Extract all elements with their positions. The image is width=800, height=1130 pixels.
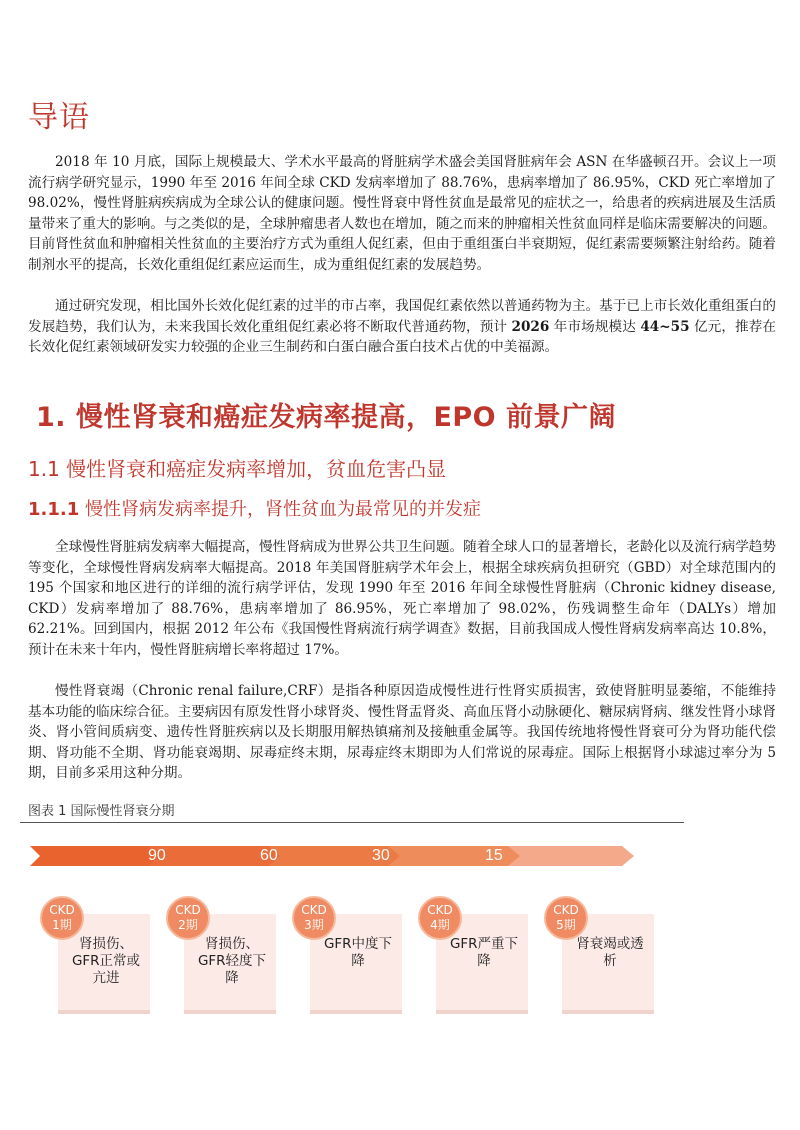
gfr-label-30: 30 bbox=[372, 847, 390, 864]
badge-top: CKD bbox=[49, 903, 75, 917]
badge-top: CKD bbox=[301, 903, 327, 917]
stage-description: GFR严重下降 bbox=[449, 936, 519, 969]
figure-caption: 图表 1 国际慢性肾衰分期 bbox=[28, 804, 175, 819]
badge-top: CKD bbox=[427, 903, 453, 917]
gfr-label-15: 15 bbox=[485, 847, 503, 864]
section-1-title: 慢性肾衰和癌症发病率提高，EPO 前景广阔 bbox=[66, 402, 617, 433]
stage-badge bbox=[544, 896, 588, 940]
gfr-label-60: 60 bbox=[260, 847, 278, 864]
stage-badge bbox=[166, 896, 210, 940]
body-paragraph-1: 全球慢性肾脏病发病率大幅提高，慢性肾病成为世界公共卫生问题。随着全球人口的显著增长，老龄化以及流行病学趋势等变化，全球慢性肾病发病率大幅提高。2018 年美国肾脏病学术年会上，根据全球疾病负担研究（GBD）对全球范围内的 195 个国家和地区进行的详细的流行病学评估，发现 1990 年至 2016 年间全球慢性肾脏病（Chronic kidney disease, CKD）发病率增加了 88.76%，患病率增加了 86.95%，死亡率增加了 98.02%，伤残调整生命年（DALYs）增加 62.21%。回到国内，根据 2012 年公布《我国慢性肾病流行病学调查》数据，目前我国成人慢性肾病发病率高达 10.8%，预计在未来十年内，慢性肾脏病增长率将超过 17%。 bbox=[28, 539, 776, 658]
arrow-segment-1 bbox=[30, 846, 162, 866]
stage-badge bbox=[40, 896, 84, 940]
section-1-1-heading: 1.1 慢性肾衰和癌症发病率增加，贫血危害凸显 bbox=[28, 457, 447, 481]
section-1-1-1-title: 慢性肾病发病率提升，肾性贫血为最常见的并发症 bbox=[79, 499, 481, 520]
intro-p2-text-a: 通过研究发现，相比国外长效化促红素的过半的市占率，我国促红素依然以普通药物为主。基于已上市长效化重组蛋白的发展趋势，我们认为，未来我国长效化重组促红素必将不断取代普通药物，预计 bbox=[28, 298, 776, 335]
intro-p2-year: 2026 bbox=[511, 318, 550, 335]
stage-description: GFR中度下降 bbox=[323, 936, 393, 969]
section-1-number: 1. bbox=[36, 402, 67, 433]
figure-divider bbox=[20, 822, 684, 823]
intro-p2-text-b: 年市场规模达 bbox=[549, 318, 641, 335]
stage-badge bbox=[292, 896, 336, 940]
body-paragraph-2: 慢性肾衰竭（Chronic renal failure,CRF）是指各种原因造成慢性进行性肾实质损害，致使肾脏明显萎缩，不能维持基本功能的临床综合征。主要病因有原发性肾小球肾炎、慢性肾盂肾炎、高血压肾小动脉硬化、糖尿病肾病、继发性肾小球肾炎、肾小管间质病变、遗传性肾脏疾病以及长期服用解热镇痛剂及接触重金属等。我国传统地将慢性肾衰可分为肾功能代偿期、肾功能不全期、肾功能衰竭期、尿毒症终末期，尿毒症终末期即为人们常说的尿毒症。国际上根据肾小球滤过率分为 5期，目前多采用这种分期。 bbox=[28, 683, 776, 781]
badge-bottom: 1期 bbox=[52, 918, 72, 932]
badge-bottom: 2期 bbox=[178, 918, 198, 932]
gfr-arrow-bar bbox=[30, 838, 670, 874]
stage-description: 肾损伤、GFR轻度下降 bbox=[197, 936, 267, 986]
badge-bottom: 4期 bbox=[430, 918, 450, 932]
badge-top: CKD bbox=[553, 903, 579, 917]
intro-paragraph-2 bbox=[28, 296, 776, 358]
intro-paragraph-1: 2018 年 10 月底，国际上规模最大、学术水平最高的肾脏病学术盛会美国肾脏病年会 ASN 在华盛顿召开。会议上一项流行病学研究显示，1990 年至 2016 年间全球 CKD 发病率增加了 88.76%，患病率增加了 86.95%，CKD 死亡率增加了 98.02%，慢性肾脏病疾病成为全球公认的健康问题。慢性肾衰中肾性贫血是最常见的症状之一，给患者的疾病进展及生活质量带来了重大的影响。与之类似的是，全球肿瘤患者人数也在增加，随之而来的肿瘤相关性贫血同样是临床需要解决的问题。目前肾性贫血和肿瘤相关性贫血的主要治疗方式为重组人促红素，但由于重组蛋白半衰期短，促红素需要频繁注射给药。随着制剂水平的提高，长效化重组促红素应运而生，成为重组促红素的发展趋势。 bbox=[28, 154, 776, 273]
badge-bottom: 3期 bbox=[304, 918, 324, 932]
stage-description: 肾衰竭或透析 bbox=[576, 936, 644, 969]
stage-badge bbox=[418, 896, 462, 940]
badge-bottom: 5期 bbox=[556, 918, 576, 932]
section-1-1-1-number: 1.1.1 bbox=[28, 499, 80, 520]
arrow-segment-5 bbox=[508, 846, 634, 866]
ckd-stages-figure bbox=[30, 838, 690, 1023]
section-1-heading bbox=[36, 395, 616, 434]
intro-p2-range: 44~55 bbox=[640, 318, 690, 335]
intro-p2-text-c: 亿元，推荐在长效化促红素领域研发实力较强的企业三生制药和白蛋白融合蛋白技术占优的中美福源。 bbox=[28, 318, 776, 355]
section-1-1-1-heading bbox=[28, 495, 481, 521]
gfr-label-90: 90 bbox=[148, 847, 166, 864]
stage-description: 肾损伤、GFR正常或亢进 bbox=[71, 936, 141, 986]
intro-heading: 导语 bbox=[28, 100, 90, 135]
badge-top: CKD bbox=[175, 903, 201, 917]
